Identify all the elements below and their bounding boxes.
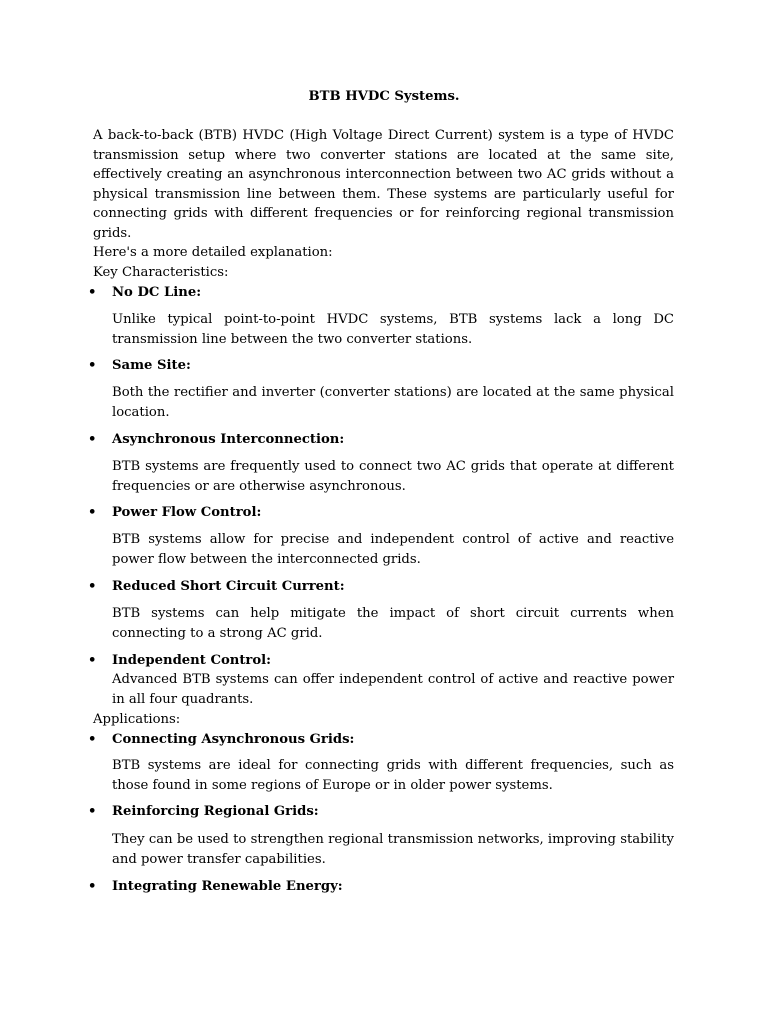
list-item-text: BTB systems are frequently used to connect two AC grids that operate at different frequencies or are otherwise asynchronous. bbox=[112, 459, 674, 494]
list-item-text: Unlike typical point-to-point HVDC systems, BTB systems lack a long DC transmission line between the two converter stations. bbox=[112, 312, 674, 347]
list-item bbox=[88, 577, 345, 597]
bullet-icon: • bbox=[88, 505, 97, 520]
intro-paragraph: A back-to-back (BTB) HVDC (High Voltage Direct Current) system is a type of HVDC transmission setup where two converter stations are located at the same site, effectively creating an asynchronous interconnection between two AC grids without a physical transmission line between them. These systems are particularly useful for connecting grids with different frequencies or for reinforcing regional transmission grids. bbox=[93, 128, 674, 241]
list-item bbox=[88, 503, 261, 523]
list-item-text: BTB systems allow for precise and independent control of active and reactive power flow between the interconnected grids. bbox=[112, 532, 674, 567]
list-item-title: No DC Line: bbox=[112, 285, 202, 300]
bullet-icon: • bbox=[88, 879, 97, 894]
bullet-icon: • bbox=[88, 432, 97, 447]
list-item bbox=[88, 877, 343, 897]
bullet-icon: • bbox=[88, 732, 97, 747]
list-item-text: They can be used to strengthen regional transmission networks, improving stability and power transfer capabilities. bbox=[112, 832, 674, 867]
explanation-lead: Here's a more detailed explanation: bbox=[93, 245, 333, 260]
list-item-title: Independent Control: bbox=[112, 653, 272, 668]
list-item bbox=[88, 802, 319, 822]
list-item-title: Connecting Asynchronous Grids: bbox=[112, 732, 355, 747]
list-item-text: Advanced BTB systems can offer independent control of active and reactive power in all four quadrants. bbox=[112, 672, 674, 707]
bullet-icon: • bbox=[88, 804, 97, 819]
list-item-title: Power Flow Control: bbox=[112, 505, 262, 520]
list-item-title: Same Site: bbox=[112, 358, 191, 373]
bullet-icon: • bbox=[88, 358, 97, 373]
list-item-title: Reinforcing Regional Grids: bbox=[112, 804, 319, 819]
list-item bbox=[88, 356, 191, 376]
list-item-title: Asynchronous Interconnection: bbox=[112, 432, 345, 447]
list-item bbox=[88, 430, 344, 450]
bullet-icon: • bbox=[88, 653, 97, 668]
list-item-title: Integrating Renewable Energy: bbox=[112, 879, 343, 894]
document-title: BTB HVDC Systems. bbox=[308, 89, 460, 104]
key-characteristics-heading: Key Characteristics: bbox=[93, 265, 229, 280]
bullet-icon: • bbox=[88, 579, 97, 594]
list-item-text: BTB systems can help mitigate the impact of short circuit currents when connecting to a strong AC grid. bbox=[112, 606, 674, 641]
list-item-text: BTB systems are ideal for connecting grids with different frequencies, such as those found in some regions of Europe or in older power systems. bbox=[112, 758, 674, 793]
list-item-text: Both the rectifier and inverter (converter stations) are located at the same physical location. bbox=[112, 385, 674, 420]
list-item bbox=[88, 283, 201, 303]
applications-heading: Applications: bbox=[93, 712, 181, 727]
list-item bbox=[88, 651, 271, 671]
list-item bbox=[88, 730, 354, 750]
list-item-title: Reduced Short Circuit Current: bbox=[112, 579, 345, 594]
bullet-icon: • bbox=[88, 285, 97, 300]
